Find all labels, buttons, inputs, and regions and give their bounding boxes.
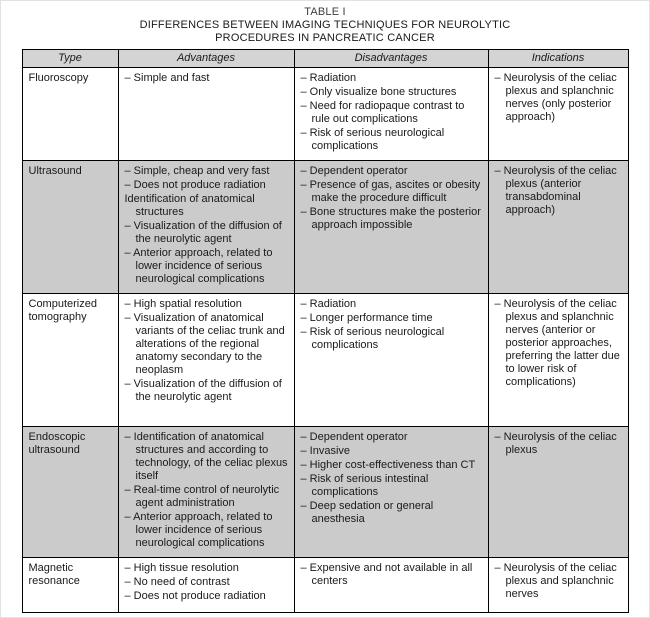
bullet-item: – Neurolysis of the celiac plexus — [494, 431, 617, 456]
table-label: TABLE I — [304, 6, 346, 18]
table-row — [22, 427, 628, 558]
bullet-item: – Identification of anatomical structures and according to technology, of the celiac plexus itself — [124, 431, 288, 482]
type-cell — [22, 161, 118, 294]
bullet-item: – Dependent operator — [300, 165, 408, 177]
indications-cell — [488, 558, 628, 613]
bullet-item: – Simple, cheap and very fast — [124, 165, 270, 177]
type-label: Endoscopic ultrasound — [28, 431, 86, 456]
advantages-cell — [118, 558, 294, 613]
bullet-item: – High spatial resolution — [124, 298, 242, 310]
bullet-item: Identification of anatomical structures — [124, 193, 255, 218]
bullet-item: – Deep sedation or general anesthesia — [300, 500, 434, 525]
table-title-line2: PROCEDURES IN PANCREATIC CANCER — [215, 32, 435, 44]
type-cell — [22, 427, 118, 558]
bullet-item: – Presence of gas, ascites or obesity make the procedure difficult — [300, 179, 481, 204]
bullet-item: – Risk of serious neurological complications — [300, 127, 445, 152]
type-label: Ultrasound — [28, 165, 82, 177]
indications-cell — [488, 427, 628, 558]
bullet-item: – Neurolysis of the celiac plexus and splanchnic nerves — [494, 562, 617, 600]
bullet-item: – Neurolysis of the celiac plexus and splanchnic nerves (only posterior approach) — [494, 72, 617, 123]
bullet-item: – Expensive and not available in all centers — [300, 562, 473, 587]
bullet-item: – Visualization of the diffusion of the neurolytic agent — [124, 378, 282, 403]
advantages-cell — [118, 68, 294, 161]
table-row — [22, 161, 628, 294]
type-label: Magnetic resonance — [28, 562, 80, 587]
bullet-item: – Anterior approach, related to lower incidence of serious neurological complications — [124, 247, 273, 285]
column-header-advantages: Advantages — [118, 50, 294, 68]
column-header-disadvantages: Disadvantages — [294, 50, 488, 68]
table-title-line1: DIFFERENCES BETWEEN IMAGING TECHNIQUES FOR NEUROLYTIC — [139, 19, 511, 31]
type-cell — [22, 68, 118, 161]
type-label: Computerized tomography — [28, 298, 97, 323]
bullet-item: – Visualization of anatomical variants of the celiac trunk and alterations of the regional anatomy secondary to the neoplasm — [124, 312, 285, 376]
bullet-item: – Simple and fast — [124, 72, 210, 84]
bullet-item: – Invasive — [300, 445, 351, 457]
indications-cell — [488, 68, 628, 161]
advantages-cell — [118, 294, 294, 427]
table-header — [22, 50, 628, 68]
bullet-item: – Radiation — [300, 298, 357, 310]
bullet-item: – Need for radiopaque contrast to rule out complications — [300, 100, 465, 125]
table-caption — [1, 6, 649, 45]
bullet-item: – Neurolysis of the celiac plexus (anterior transabdominal approach) — [494, 165, 617, 216]
bullet-item: – Higher cost-effectiveness than CT — [300, 459, 476, 471]
table-body — [22, 68, 628, 613]
bullet-item: – Radiation — [300, 72, 357, 84]
bullet-item: – No need of contrast — [124, 576, 230, 588]
bullet-item: – Neurolysis of the celiac plexus and splanchnic nerves (anterior or posterior approaches, preferring the latter due to lower risk of complications) — [494, 298, 620, 388]
type-label: Fluoroscopy — [28, 72, 89, 84]
bullet-item: – Dependent operator — [300, 431, 408, 443]
bullet-item: – Anterior approach, related to lower incidence of serious neurological complications — [124, 511, 273, 549]
table-header-row — [22, 50, 628, 68]
bullet-item: – Does not produce radiation — [124, 179, 266, 191]
disadvantages-cell — [294, 294, 488, 427]
bullet-item: – Visualization of the diffusion of the neurolytic agent — [124, 220, 282, 245]
bullet-item: – Real-time control of neurolytic agent administration — [124, 484, 280, 509]
type-cell — [22, 294, 118, 427]
indications-cell — [488, 161, 628, 294]
table-row — [22, 558, 628, 613]
disadvantages-cell — [294, 161, 488, 294]
bullet-item: – Longer performance time — [300, 312, 433, 324]
column-header-type: Type — [22, 50, 118, 68]
bullet-item: – Bone structures make the posterior approach impossible — [300, 206, 481, 231]
bullet-item: – Risk of serious intestinal complications — [300, 473, 429, 498]
column-header-indications: Indications — [488, 50, 628, 68]
bullet-item: – High tissue resolution — [124, 562, 239, 574]
advantages-cell — [118, 161, 294, 294]
table-row — [22, 294, 628, 427]
bullet-item: – Only visualize bone structures — [300, 86, 457, 98]
disadvantages-cell — [294, 558, 488, 613]
type-cell — [22, 558, 118, 613]
indications-cell — [488, 294, 628, 427]
advantages-cell — [118, 427, 294, 558]
bullet-item: – Risk of serious neurological complications — [300, 326, 445, 351]
disadvantages-cell — [294, 427, 488, 558]
disadvantages-cell — [294, 68, 488, 161]
comparison-table — [22, 49, 629, 613]
bullet-item: – Does not produce radiation — [124, 590, 266, 602]
table-row — [22, 68, 628, 161]
